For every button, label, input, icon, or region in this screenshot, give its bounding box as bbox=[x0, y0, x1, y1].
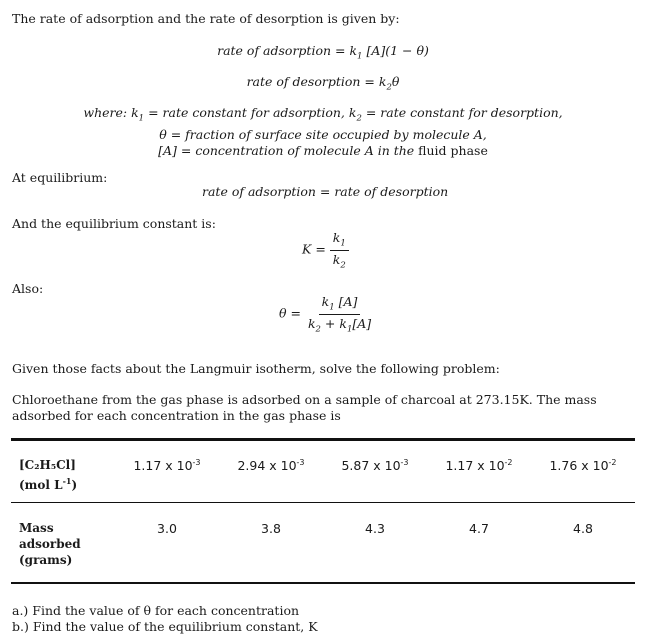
equilibrium-equation: rate of adsorption = rate of desorption bbox=[202, 184, 449, 199]
where-line-2: θ = fraction of surface site occupied by molecule A, bbox=[159, 126, 487, 142]
mass-value: 3.8 bbox=[261, 521, 281, 536]
equilibrium-constant-formula: K = $\frac{k_1}{k_2}$ bbox=[302, 230, 349, 270]
concentration-value: 5.87 x $10^{-3}$ bbox=[341, 458, 409, 474]
table-bottom-rule bbox=[11, 582, 635, 584]
mass-value: 4.8 bbox=[573, 521, 593, 536]
equilibrium-label: At equilibrium: bbox=[12, 170, 108, 185]
where-line-1: where: $k_1$ = rate constant for adsorption, $k_2$ = rate constant for desorption, bbox=[83, 105, 563, 124]
desorption-rate-equation: rate of desorption = $k_2\theta$ bbox=[246, 74, 400, 93]
question-a: a.) Find the value of θ for each concentration bbox=[12, 603, 300, 618]
concentration-value: 1.17 x $10^{-3}$ bbox=[133, 458, 201, 474]
table-middle-rule bbox=[11, 502, 635, 503]
problem-line-2: adsorbed for each concentration in the gas phase is bbox=[12, 408, 341, 423]
where-definitions bbox=[0, 105, 646, 159]
intro-text: The rate of adsorption and the rate of desorption is given by: bbox=[12, 11, 400, 26]
also-label: Also: bbox=[12, 281, 44, 296]
concentration-value: 2.94 x $10^{-3}$ bbox=[237, 458, 305, 474]
mass-value: 3.0 bbox=[157, 521, 177, 536]
problem-line-1: Chloroethane from the gas phase is adsorbed on a sample of charcoal at 273.15K. The mass bbox=[12, 392, 597, 407]
concentration-value: 1.17 x $10^{-2}$ bbox=[445, 458, 513, 474]
constant-label: And the equilibrium constant is: bbox=[12, 216, 216, 231]
concentration-value: 1.76 x $10^{-2}$ bbox=[549, 458, 617, 474]
theta-fraction: $\frac{k_1 [A]}{k_2 + k_1[A]}$ bbox=[307, 294, 372, 334]
given-text: Given those facts about the Langmuir isotherm, solve the following problem: bbox=[12, 361, 500, 376]
K-fraction: $\frac{k_1}{k_2}$ bbox=[330, 230, 349, 270]
table-top-rule bbox=[11, 438, 635, 441]
mass-value: 4.7 bbox=[469, 521, 489, 536]
mass-header: Mass adsorbed (grams) bbox=[19, 521, 81, 567]
where-line-3: [A] = concentration of molecule A in the fluid phase bbox=[158, 142, 488, 158]
adsorption-rate-equation: rate of adsorption = $k_1$ [A](1 − θ) bbox=[217, 43, 429, 62]
theta-formula: θ = $\frac{k_1 [A]}{k_2 + k_1[A]}$ bbox=[279, 294, 374, 334]
concentration-header: [C₂H₅Cl] (mol $L^{-1}$) bbox=[19, 458, 78, 492]
mass-value: 4.3 bbox=[365, 521, 385, 536]
question-b: b.) Find the value of the equilibrium constant, K bbox=[12, 619, 318, 634]
